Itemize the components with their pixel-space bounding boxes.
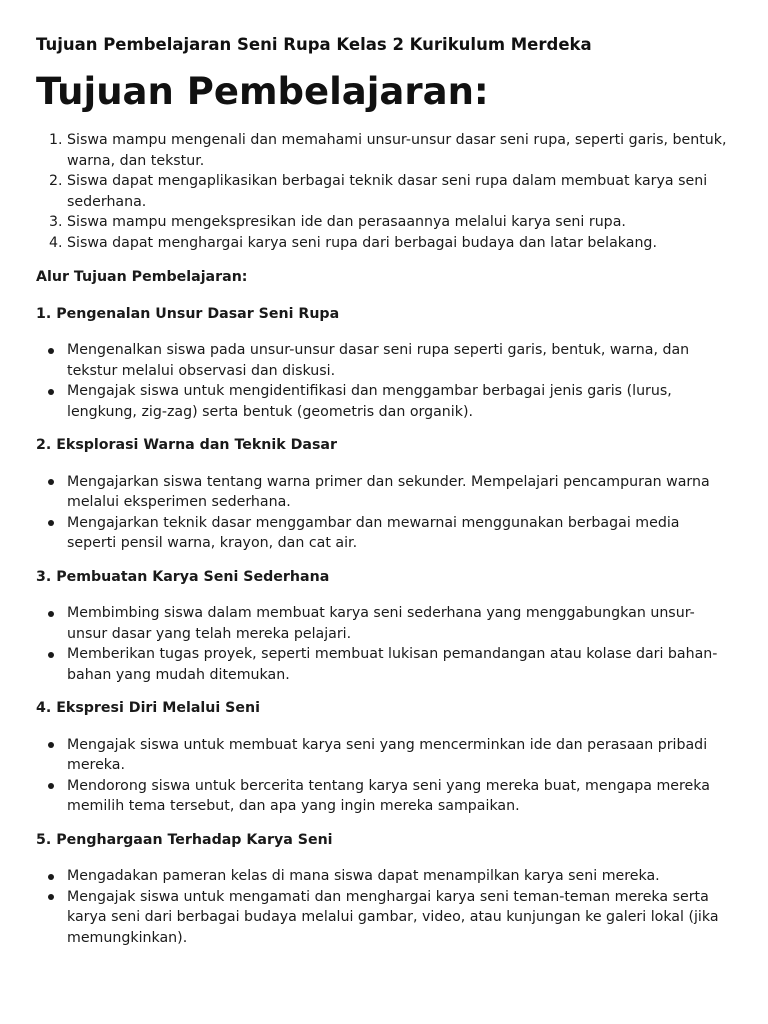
section-heading-5: 5. Penghargaan Terhadap Karya Seni (36, 831, 333, 848)
section-1-list (36, 340, 728, 422)
list-item: Mengajak siswa untuk membuat karya seni yang mencerminkan ide dan perasaan pribadi mereka. (67, 735, 728, 776)
section-5-list (36, 866, 728, 948)
goal-item: 2. Siswa dapat mengaplikasikan berbagai teknik dasar seni rupa dalam membuat karya seni sederhana. (67, 171, 728, 212)
list-item: Mengajak siswa untuk mengidentifikasi dan menggambar berbagai jenis garis (lurus, lengkung, zig-zag) serta bentuk (geometris dan organik). (67, 381, 728, 422)
section-heading-2: 2. Eksplorasi Warna dan Teknik Dasar (36, 437, 338, 453)
list-item: Mengajarkan siswa tentang warna primer dan sekunder. Mempelajari pencampuran warna melalui eksperimen sederhana. (67, 472, 728, 513)
goal-item: 1. Siswa mampu mengenali dan memahami unsur-unsur dasar seni rupa, seperti garis, bentuk, warna, dan tekstur. (67, 130, 728, 171)
list-item: Membimbing siswa dalam membuat karya seni sederhana yang menggabungkan unsur-unsur dasar yang telah mereka pelajari. (67, 603, 728, 644)
section-2-list (36, 472, 728, 554)
flow-label: Alur Tujuan Pembelajaran: (36, 269, 248, 285)
list-item: Mengajak siswa untuk mengamati dan menghargai karya seni teman-teman mereka serta karya seni dari berbagai budaya melalui gambar, video, atau kunjungan ke galeri lokal (jika memungkinkan). (67, 887, 728, 949)
list-item: Mengadakan pameran kelas di mana siswa dapat menampilkan karya seni mereka. (67, 866, 728, 887)
list-item: Mengajarkan teknik dasar menggambar dan mewarnai menggunakan berbagai media seperti pensil warna, krayon, dan cat air. (67, 513, 728, 554)
section-4-list (36, 735, 728, 817)
section-heading-4: 4. Ekspresi Diri Melalui Seni (36, 700, 260, 716)
goal-item: 4. Siswa dapat menghargai karya seni rupa dari berbagai budaya dan latar belakang. (67, 233, 728, 254)
list-item: Mendorong siswa untuk bercerita tentang karya seni yang mereka buat, mengapa mereka memilih tema tersebut, dan apa yang ingin mereka sampaikan. (67, 776, 728, 817)
section-heading-3: 3. Pembuatan Karya Seni Sederhana (36, 568, 330, 585)
document-title: Tujuan Pembelajaran Seni Rupa Kelas 2 Kurikulum Merdeka (36, 35, 592, 54)
page-heading: Tujuan Pembelajaran: (36, 70, 489, 113)
section-3-list (36, 603, 728, 685)
list-item: Mengenalkan siswa pada unsur-unsur dasar seni rupa seperti garis, bentuk, warna, dan tekstur melalui observasi dan diskusi. (67, 340, 728, 381)
list-item: Memberikan tugas proyek, seperti membuat lukisan pemandangan atau kolase dari bahan-bahan yang mudah ditemukan. (67, 644, 728, 685)
section-heading-1: 1. Pengenalan Unsur Dasar Seni Rupa (36, 305, 340, 322)
learning-goals-list (36, 130, 728, 253)
goal-item: 3. Siswa mampu mengekspresikan ide dan perasaannya melalui karya seni rupa. (67, 212, 728, 233)
